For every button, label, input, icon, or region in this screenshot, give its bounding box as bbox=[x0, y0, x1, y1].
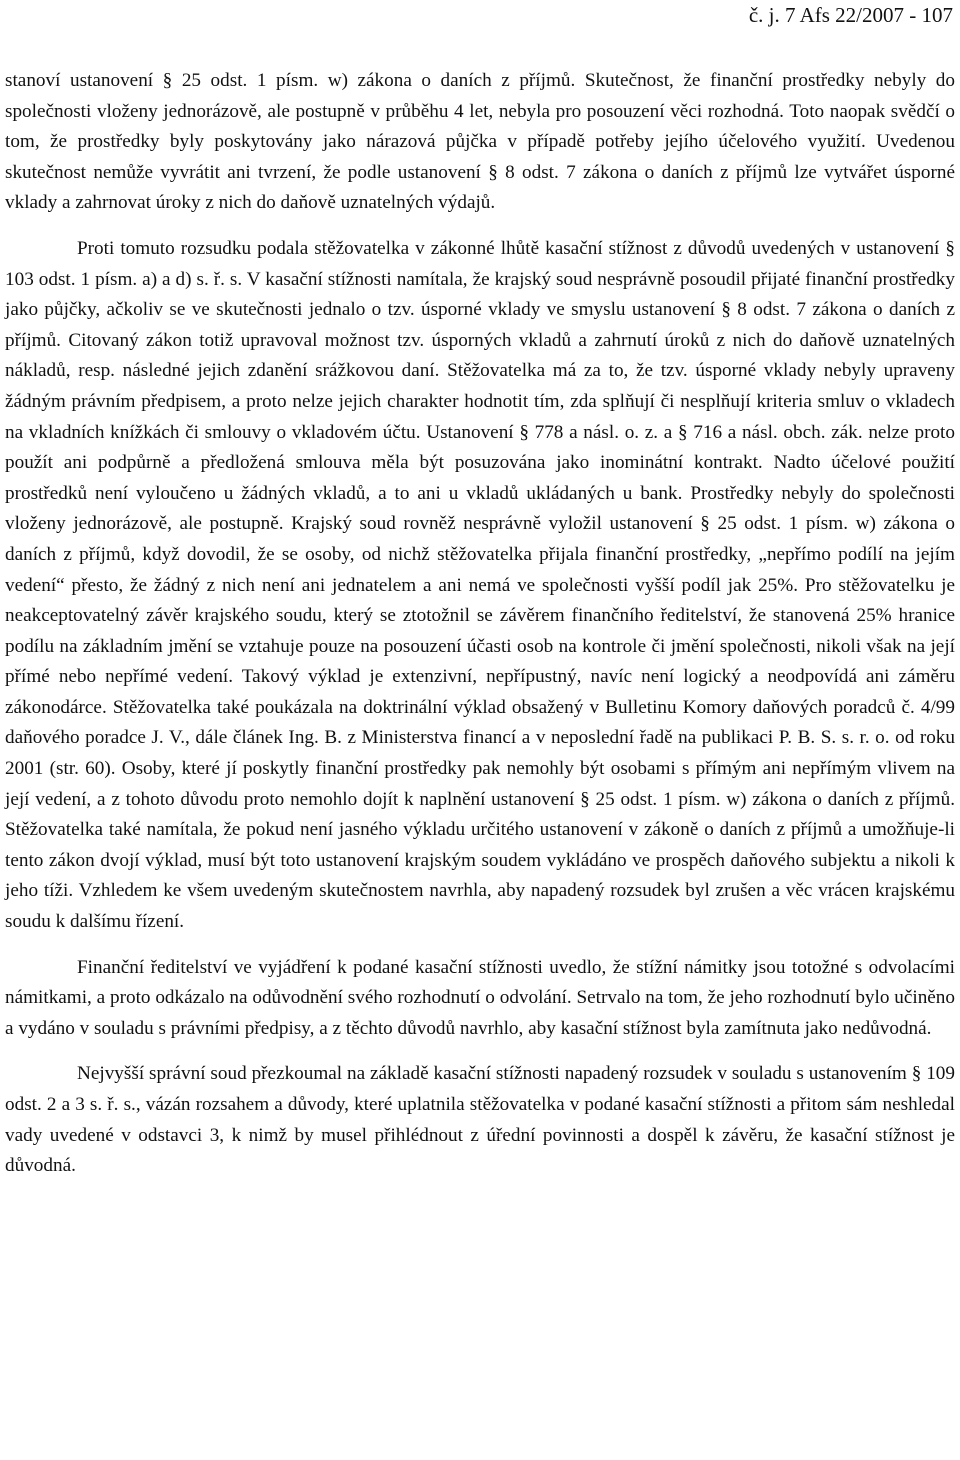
paragraph-cassation-complaint: Proti tomuto rozsudku podala stěžovatelka v zákonné lhůtě kasační stížnost z důvodů uvedených v ustanovení § 103 odst. 1 písm. a) a d) s. ř. s. V kasační stížnosti namítala, že krajský soud nesprávně posoudil přijaté finanční prostředky jako půjčky, ačkoliv se ve skutečnosti jednalo o tzv. úsporné vklady ve smyslu ustanovení § 8 odst. 7 zákona o daních z příjmů. Citovaný zákon totiž upravoval možnost tzv. úsporných vkladů a zahrnutí úroků z nich do daňově uznatelných nákladů, resp. následné jejich zdanění srážkovou daní. Stěžovatelka má za to, že tzv. úsporné vklady nebyly upraveny žádným právním předpisem, a proto nelze jejich charakter hodnotit tím, zda splňují či nesplňují kriteria smluv o vkladech na vkladních knížkách či smlouvy o vkladovém účtu. Ustanovení § 778 a násl. o. z. a § 716 a násl. obch. zák. nelze proto použít ani podpůrně a předložená smlouva měla být posuzována jako inominátní kontrakt. Nadto účelové použití prostředků není vyloučeno u žádných vkladů, a to ani u vkladů ukládaných u bank. Prostředky nebyly do společnosti vloženy jednorázově, ale postupně. Krajský soud rovněž nesprávně vyložil ustanovení § 25 odst. 1 písm. w) zákona o daních z příjmů, když dovodil, že se osoby, od nichž stěžovatelka přijala finanční prostředky, „nepřímo podílí na jejím vedení“ přesto, že žádný z nich není ani jednatelem a ani nemá ve společnosti vyšší podíl jak 25%. Pro stěžovatelku je neakceptovatelný závěr krajského soudu, který se ztotožnil se závěrem finančního ředitelství, že stanovená 25% hranice podílu na základním jmění se vztahuje pouze na posouzení účasti osob na kontrole či jmění společnosti, nikoli však na její přímé nebo nepřímé vedení. Takový výklad je extenzivní, nepřípustný, navíc není logický a neodpovídá ani záměru zákonodárce. Stěžovatelka také poukázala na doktrinální výklad obsažený v Bulletinu Komory daňových poradců č. 4/99 daňového poradce J. V., dále článek Ing. B. z Ministerstva financí a v neposlední řadě na publikaci P. B. S. s. r. o. od roku 2001 (str. 60). Osoby, které jí poskytly finanční prostředky pak nemohly být osobami s přímým ani nepřímým vlivem na její vedení, a z tohoto důvodu proto nemohlo dojít k naplnění ustanovení § 25 odst. 1 písm. w) zákona o daních z příjmů. Stěžovatelka také namítala, že pokud není jasného výkladu určitého ustanovení v zákoně o daních z příjmů a umožňuje-li tento zákon dvojí výklad, musí být toto ustanovení krajským soudem vykládáno ve prospěch daňového subjektu a nikoli k jeho tíži. Vzhledem ke všem uvedeným skutečnostem navrhla, aby napadený rozsudek byl zrušen a věc vrácen krajskému soudu k dalšímu řízení. bbox=[5, 237, 955, 933]
paragraph-court-review: Nejvyšší správní soud přezkoumal na základě kasační stížnosti napadený rozsudek v souladu s ustanovením § 109 odst. 2 a 3 s. ř. s., vázán rozsahem a důvody, které uplatnila stěžovatelka v podané kasační stížnosti a přitom sám neshledal vady uvedené v odstavci 3, k nimž by musel přihlédnout z úřední povinnosti a dospěl k závěru, že kasační stížnost je důvodná. bbox=[5, 1063, 955, 1177]
paragraph-directorate-response: Finanční ředitelství ve vyjádření k podané kasační stížnosti uvedlo, že stížní námitky jsou totožné s odvolacími námitkami, a proto odkázalo na odůvodnění svého rozhodnutí o odvolání. Setrvalo na tom, že jeho rozhodnutí bylo učiněno a vydáno v souladu s právními předpisy, a z těchto důvodů navrhlo, aby kasační stížnost byla zamítnuta jako nedůvodná. bbox=[5, 956, 955, 1039]
case-number-header: č. j. 7 Afs 22/2007 - 107 bbox=[748, 3, 953, 27]
document-page bbox=[5, 0, 955, 1460]
paragraph-continuation: stanoví ustanovení § 25 odst. 1 písm. w) zákona o daních z příjmů. Skutečnost, že finanční prostředky nebyly do společnosti vloženy jednorázově, ale postupně v průběhu 4 let, nebyla pro posouzení věci rozhodná. Toto naopak svědčí o tom, že prostředky byly poskytovány jako nárazová půjčka v případě potřeby jejího účelového využití. Uvedenou skutečnost nemůže vyvrátit ani tvrzení, že podle ustanovení § 8 odst. 7 zákona o daních z příjmů lze vytvářet úsporné vklady a zahrnovat úroky z nich do daňově uznatelných výdajů. bbox=[5, 70, 955, 214]
document-body bbox=[5, 66, 955, 1182]
